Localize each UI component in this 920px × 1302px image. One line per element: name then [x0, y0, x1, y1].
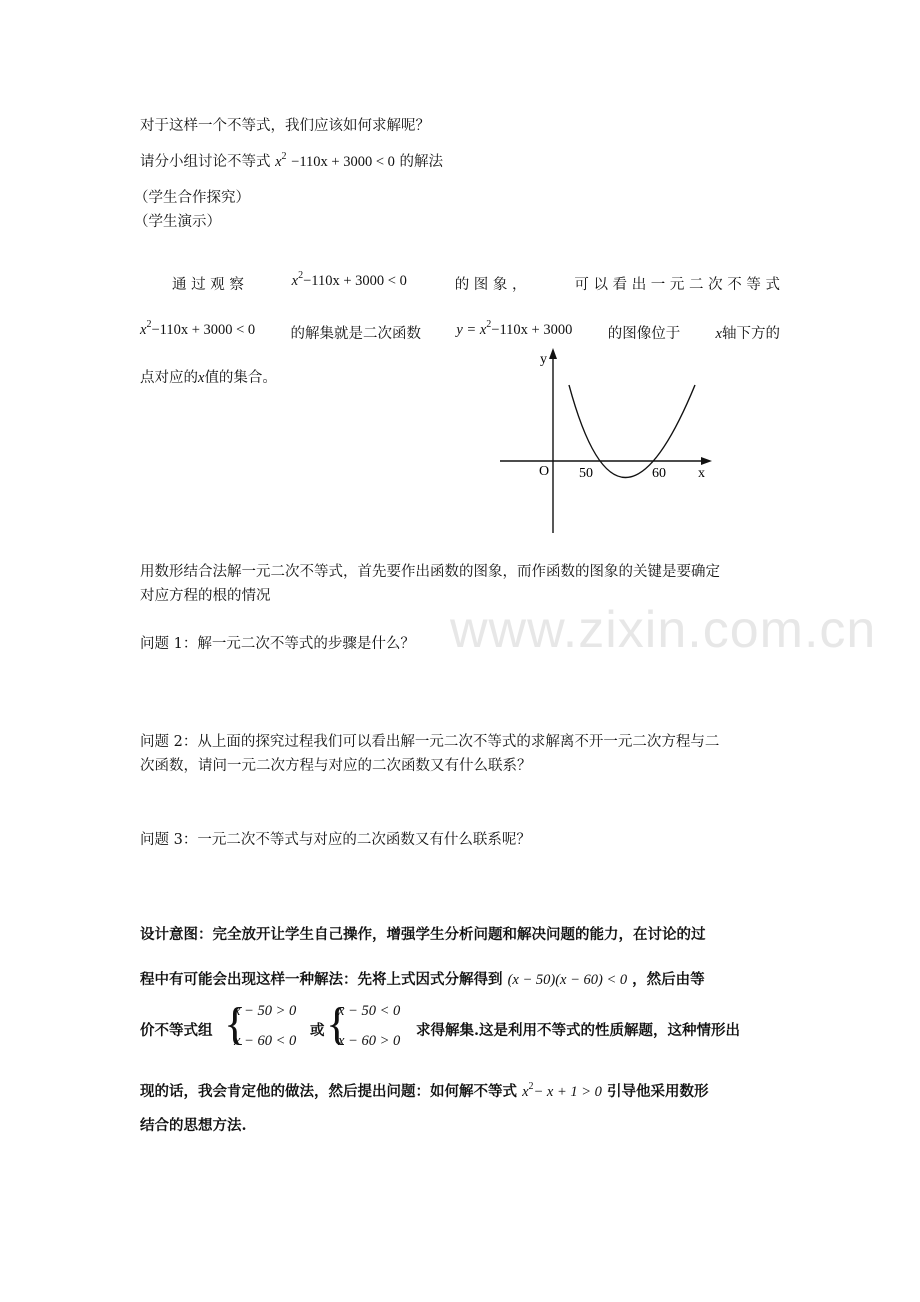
system-1-row-2: x − 60 < 0	[234, 1033, 297, 1049]
system-1-row-1: x − 50 > 0	[234, 1003, 297, 1019]
math-expr-group	[522, 1081, 602, 1100]
math-sup: 2	[298, 270, 304, 281]
system-2-row-1: x − 50 < 0	[338, 1003, 401, 1019]
text-span: 点对应的	[140, 370, 198, 386]
text-span: 现的话，我会肯定他的做法，然后提出问题：如何解不等式	[140, 1083, 517, 1100]
text-span: 的 图 象 ，	[454, 277, 527, 293]
math-var: x	[291, 273, 299, 289]
math-expr: (x − 50)(x − 60) < 0	[507, 972, 628, 988]
text-span: 可 以 看 出 一 元 二 次 不 等 式	[574, 277, 780, 293]
y-label: y	[540, 352, 547, 367]
root-label-50: 50	[579, 466, 593, 481]
design-line-1: 设计意图：完全放开让学生自己操作，增强学生分析问题和解决问题的能力，在讨论的过	[140, 926, 706, 943]
math-expr: −110x + 3000 < 0	[291, 154, 395, 170]
math-expr: −110x + 3000 < 0	[151, 322, 256, 338]
y-axis-arrow	[549, 348, 557, 359]
parabola-graph	[495, 345, 725, 540]
paragraph-line	[172, 270, 780, 294]
text-span: 通 过 观 察	[172, 277, 244, 293]
math-sup: 2	[281, 151, 287, 162]
text-line: （学生演示）	[134, 214, 221, 230]
root-label-60: 60	[652, 466, 666, 481]
text-span: 求得解集.这是利用不等式的性质解题，这种情形出	[416, 1022, 741, 1039]
parabola-curve	[569, 385, 695, 478]
text-line: 用数形结合法解一元二次不等式，首先要作出函数的图象，而作函数的图象的关键是要确定	[140, 564, 720, 580]
text-span: 的解法	[399, 154, 444, 170]
x-label: x	[698, 466, 705, 481]
text-span: ，然后由等	[632, 971, 705, 988]
or-text: 或	[310, 1022, 325, 1039]
left-brace: {	[224, 998, 247, 1049]
text-span: 程中有可能会出现这样一种解法：先将上式因式分解得到	[140, 971, 503, 988]
question-1: 问题 1：解一元二次不等式的步骤是什么？	[140, 636, 415, 652]
text-span: 轴下方的	[721, 326, 780, 342]
system-2-row-2: x − 60 > 0	[338, 1033, 401, 1049]
design-line-5: 结合的思想方法.	[140, 1117, 247, 1134]
math-sup: 2	[146, 319, 152, 330]
text-group	[716, 322, 780, 343]
math-var: x	[715, 326, 722, 342]
question-2-line-1: 问题 2：从上面的探究过程我们可以看出解一元二次不等式的求解离不开一元二次方程与二	[140, 734, 720, 750]
left-brace: {	[326, 998, 349, 1049]
text-line: （学生合作探究）	[134, 190, 250, 206]
math-var: x	[198, 370, 205, 386]
math-var: x	[140, 322, 147, 338]
question-2-line-2: 次函数，请问一元二次方程与对应的二次函数又有什么联系？	[140, 758, 532, 774]
text-line: 对应方程的根的情况	[140, 588, 271, 604]
origin-label: O	[539, 464, 550, 479]
math-sup: 2	[486, 319, 492, 330]
paragraph-line	[140, 319, 780, 343]
math-var: x	[522, 1084, 529, 1100]
math-expr: −110x + 3000 < 0	[303, 273, 407, 289]
math-expr: −110x + 3000	[491, 322, 573, 338]
math-expr-group	[456, 319, 573, 343]
math-expr-group	[140, 319, 256, 343]
text-span: 的解集就是二次函数	[290, 326, 422, 342]
math-expr: − x + 1 > 0	[533, 1084, 602, 1100]
text-line	[140, 150, 443, 171]
text-span: 价不等式组	[140, 1022, 213, 1039]
math-func: y = x	[456, 322, 487, 338]
math-sup: 2	[528, 1081, 534, 1092]
question-3: 问题 3：一元二次不等式与对应的二次函数又有什么联系呢？	[140, 832, 531, 848]
text-span: 值的集合。	[204, 370, 277, 386]
x-axis-arrow	[701, 457, 712, 465]
math-expr-group	[291, 270, 407, 294]
text-line: 对于这样一个不等式，我们应该如何求解呢？	[140, 118, 430, 134]
design-line-2	[140, 968, 705, 989]
text-span: 的图像位于	[607, 326, 681, 342]
watermark: www.zixin.com.cn	[450, 601, 877, 659]
text-span: 请分小组讨论不等式	[140, 154, 271, 170]
text-span: 引导他采用数形	[606, 1083, 709, 1100]
paragraph-line	[140, 366, 277, 387]
math-var: x	[275, 154, 282, 170]
design-line-4	[140, 1080, 708, 1101]
